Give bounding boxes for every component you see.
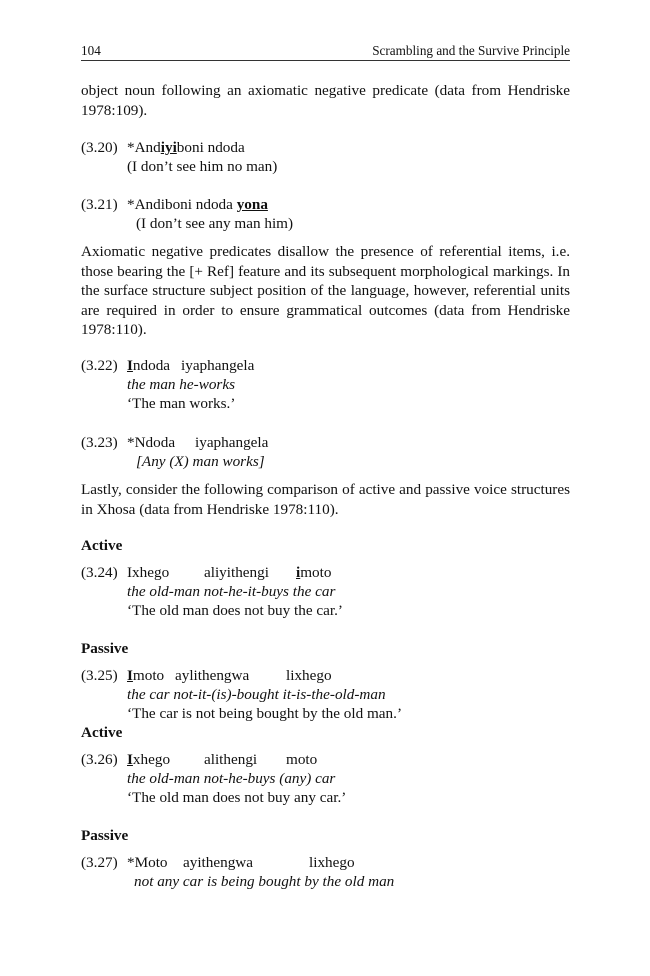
example-text (127, 196, 268, 214)
word: *Andiboni ndoda (127, 196, 237, 213)
example-gloss: not any car is being bought by the old man (134, 873, 395, 890)
example-gloss: the car not-it-(is)-bought it-is-the-old-man (127, 686, 386, 703)
example-word-2: ayithengwa (183, 854, 254, 871)
paragraph-3: Lastly, consider the following comparison of active and passive voice structures in Xhosa (data from Hendriske 1978:110). (81, 481, 570, 518)
example-gloss: the man he-works (127, 376, 235, 393)
paragraph-1: object noun following an axiomatic negative predicate (data from Hendriske 1978:109). (81, 82, 570, 119)
example-word-1 (127, 667, 164, 685)
example-gloss: the old-man not-he-buys (any) car (127, 770, 336, 787)
word: boni ndoda (176, 139, 245, 156)
example-word-2: iyaphangela (195, 434, 269, 451)
example-number: (3.20) (81, 139, 118, 156)
paragraph-2: Axiomatic negative predicates disallow the presence of referential items, i.e. those bearing the [+ Ref] feature and its subsequent morphological markings. In the surface structure subject position of the language, however, referential units are required in order to ensure grammatical outcomes (data from Hendriske 1978:110). (81, 243, 570, 338)
section-heading-active: Active (81, 537, 123, 554)
example-number: (3.24) (81, 564, 118, 581)
example-text (127, 139, 245, 157)
section-heading-passive: Passive (81, 640, 129, 657)
example-word-2: alithengi (204, 751, 258, 768)
example-translation: ‘The man works.’ (127, 395, 236, 412)
example-translation: ‘The old man does not buy the car.’ (127, 602, 343, 619)
section-heading-active: Active (81, 724, 123, 741)
example-gloss: the old-man not-he-it-buys the car (127, 583, 336, 600)
example-word-1: *Moto (127, 854, 168, 871)
highlighted-morpheme: iyi (160, 139, 177, 156)
example-gloss: (I don’t see any man him) (136, 215, 294, 232)
example-gloss: [Any (X) man works] (136, 453, 265, 470)
example-number: (3.25) (81, 667, 118, 684)
example-number: (3.21) (81, 196, 118, 213)
header-rule (81, 60, 570, 61)
example-translation: ‘The old man does not buy any car.’ (127, 789, 347, 806)
word: ndoda (132, 357, 171, 374)
section-heading-passive: Passive (81, 827, 129, 844)
example-number: (3.26) (81, 751, 118, 768)
example-word-3: lixhego (309, 854, 355, 871)
example-word-3: lixhego (286, 667, 332, 684)
example-translation: ‘The car is not being bought by the old man.’ (127, 705, 402, 722)
example-gloss: (I don’t see him no man) (127, 158, 278, 175)
word: moto (132, 667, 165, 684)
example-word-1 (127, 357, 170, 375)
highlighted-word: yona (236, 196, 268, 213)
example-word-1 (127, 751, 170, 769)
word: *And (127, 139, 161, 156)
example-number: (3.27) (81, 854, 118, 871)
word: xhego (132, 751, 171, 768)
running-title: Scrambling and the Survive Principle (372, 43, 570, 58)
highlighted-morpheme: I (127, 751, 133, 768)
example-word-3 (296, 564, 331, 582)
word: moto (300, 564, 332, 581)
page-number: 104 (81, 43, 101, 58)
example-word-2: aliyithengi (204, 564, 269, 581)
highlighted-morpheme: I (127, 667, 133, 684)
example-word-1: Ixhego (127, 564, 170, 581)
example-word-1: *Ndoda (127, 434, 176, 451)
highlighted-morpheme: I (127, 357, 133, 374)
example-word-2: iyaphangela (181, 357, 255, 374)
example-number: (3.22) (81, 357, 118, 374)
example-word-2: aylithengwa (175, 667, 250, 684)
highlighted-morpheme: i (296, 564, 301, 581)
example-number: (3.23) (81, 434, 118, 451)
example-word-3: moto (286, 751, 318, 768)
